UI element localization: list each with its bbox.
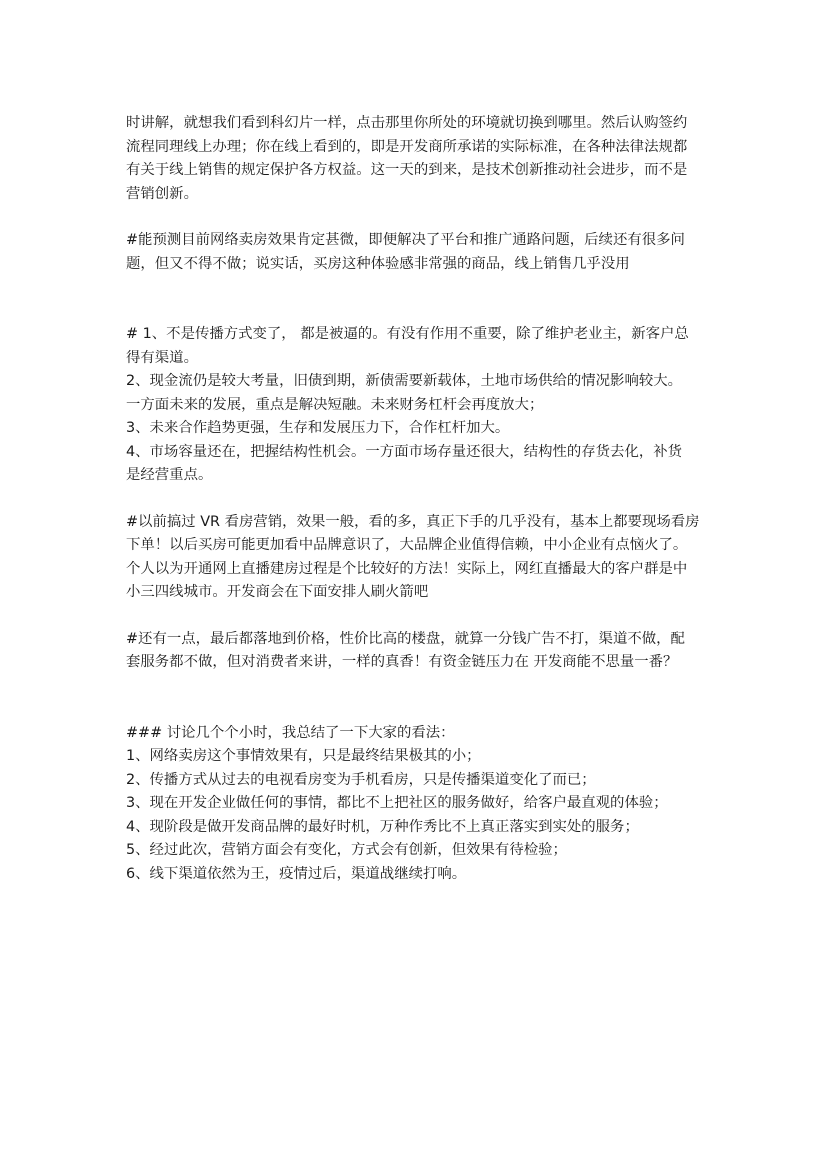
text-line: 得有渠道。 (126, 349, 198, 366)
text-line: 题，但又不得不做；说实话，买房这种体验感非常强的商品，线上销售几乎没用 (126, 255, 630, 272)
text-line: 一方面未来的发展，重点是解决短融。未来财务杠杆会再度放大； (126, 396, 544, 413)
text-line: 2、现金流仍是较大考量，旧债到期，新债需要新载体，土地市场供给的情况影响较大。 (126, 373, 683, 389)
paragraph-summary (126, 722, 704, 887)
text-line: #能预测目前网络卖房效果肯定甚微，即便解决了平台和推广通路问题，后续还有很多问 (126, 232, 685, 248)
document-page (126, 112, 704, 886)
paragraph-price (126, 628, 704, 675)
text-line: 套服务都不做，但对消费者来讲，一样的真香！有资金链压力在 开发商能不思量一番？ (126, 654, 678, 670)
list-item: 6、线下渠道依然为王，疫情过后，渠道战继续打响。 (126, 865, 467, 882)
text-line: 小三四线城市。开发商会在下面安排人刷火箭吧 (126, 584, 429, 600)
list-item: 3、现在开发企业做任何的事情，都比不上把社区的服务做好，给客户最直观的体验； (126, 795, 668, 811)
paragraph-vr-marketing (126, 511, 704, 605)
list-item: 2、传播方式从过去的电视看房变为手机看房，只是传播渠道变化了而已； (126, 771, 596, 788)
text-line: 是经营重点。 (126, 467, 213, 483)
text-line: 流程同理线上办理；你在线上看到的，即是开发商所承诺的实际标准，在各种法律法规都 (126, 138, 688, 155)
text-line: # 1、不是传播方式变了， 都是被逼的。有没有作用不重要，除了维护老业主，新客户总 (126, 326, 689, 342)
spacer (126, 675, 704, 722)
list-item: 4、现阶段是做开发商品牌的最好时机，万种作秀比不上真正落实到实处的服务； (126, 818, 639, 835)
list-item: 1、网络卖房这个事情效果有，只是最终结果极其的小； (126, 748, 481, 764)
text-line: 营销创新。 (126, 185, 198, 202)
spacer (126, 206, 704, 229)
text-line: 3、未来合作趋势更强，生存和发展压力下，合作杠杆加大。 (126, 420, 510, 436)
text-line: 时讲解，就想我们看到科幻片一样，点击那里你所处的环境就切换到哪里。然后认购签约 (126, 115, 688, 131)
text-line: 有关于线上销售的规定保护各方权益。这一天的到来，是技术创新推动社会进步，而不是 (126, 162, 688, 178)
text-line: 个人以为开通网上直播建房过程是个比较好的方法！实际上，网红直播最大的客户群是中 (126, 560, 688, 577)
spacer (126, 605, 704, 628)
summary-heading: ### 讨论几个个小时，我总结了一下大家的看法： (126, 724, 455, 741)
text-line: #还有一点，最后都落地到价格，性价比高的楼盘，就算一分钱广告不打，渠道不做，配 (126, 630, 685, 647)
paragraph-prediction (126, 229, 704, 276)
spacer (126, 488, 704, 511)
list-item: 5、经过此次，营销方面会有变化，方式会有创新，但效果有待检验； (126, 842, 567, 858)
text-line: #以前搞过 VR 看房营销，效果一般，看的多，真正下手的几乎没有，基本上都要现场看房 (126, 513, 700, 530)
text-line: 下单！以后买房可能更加看中品牌意识了，大品牌企业值得信赖，中小企业有点恼火了。 (126, 537, 688, 553)
text-line: 4、市场容量还在，把握结构性机会。一方面市场存量还很大，结构性的存货去化，补货 (126, 443, 683, 460)
paragraph-numbered-points (126, 323, 704, 488)
paragraph-vr-intro (126, 112, 704, 206)
spacer (126, 276, 704, 323)
